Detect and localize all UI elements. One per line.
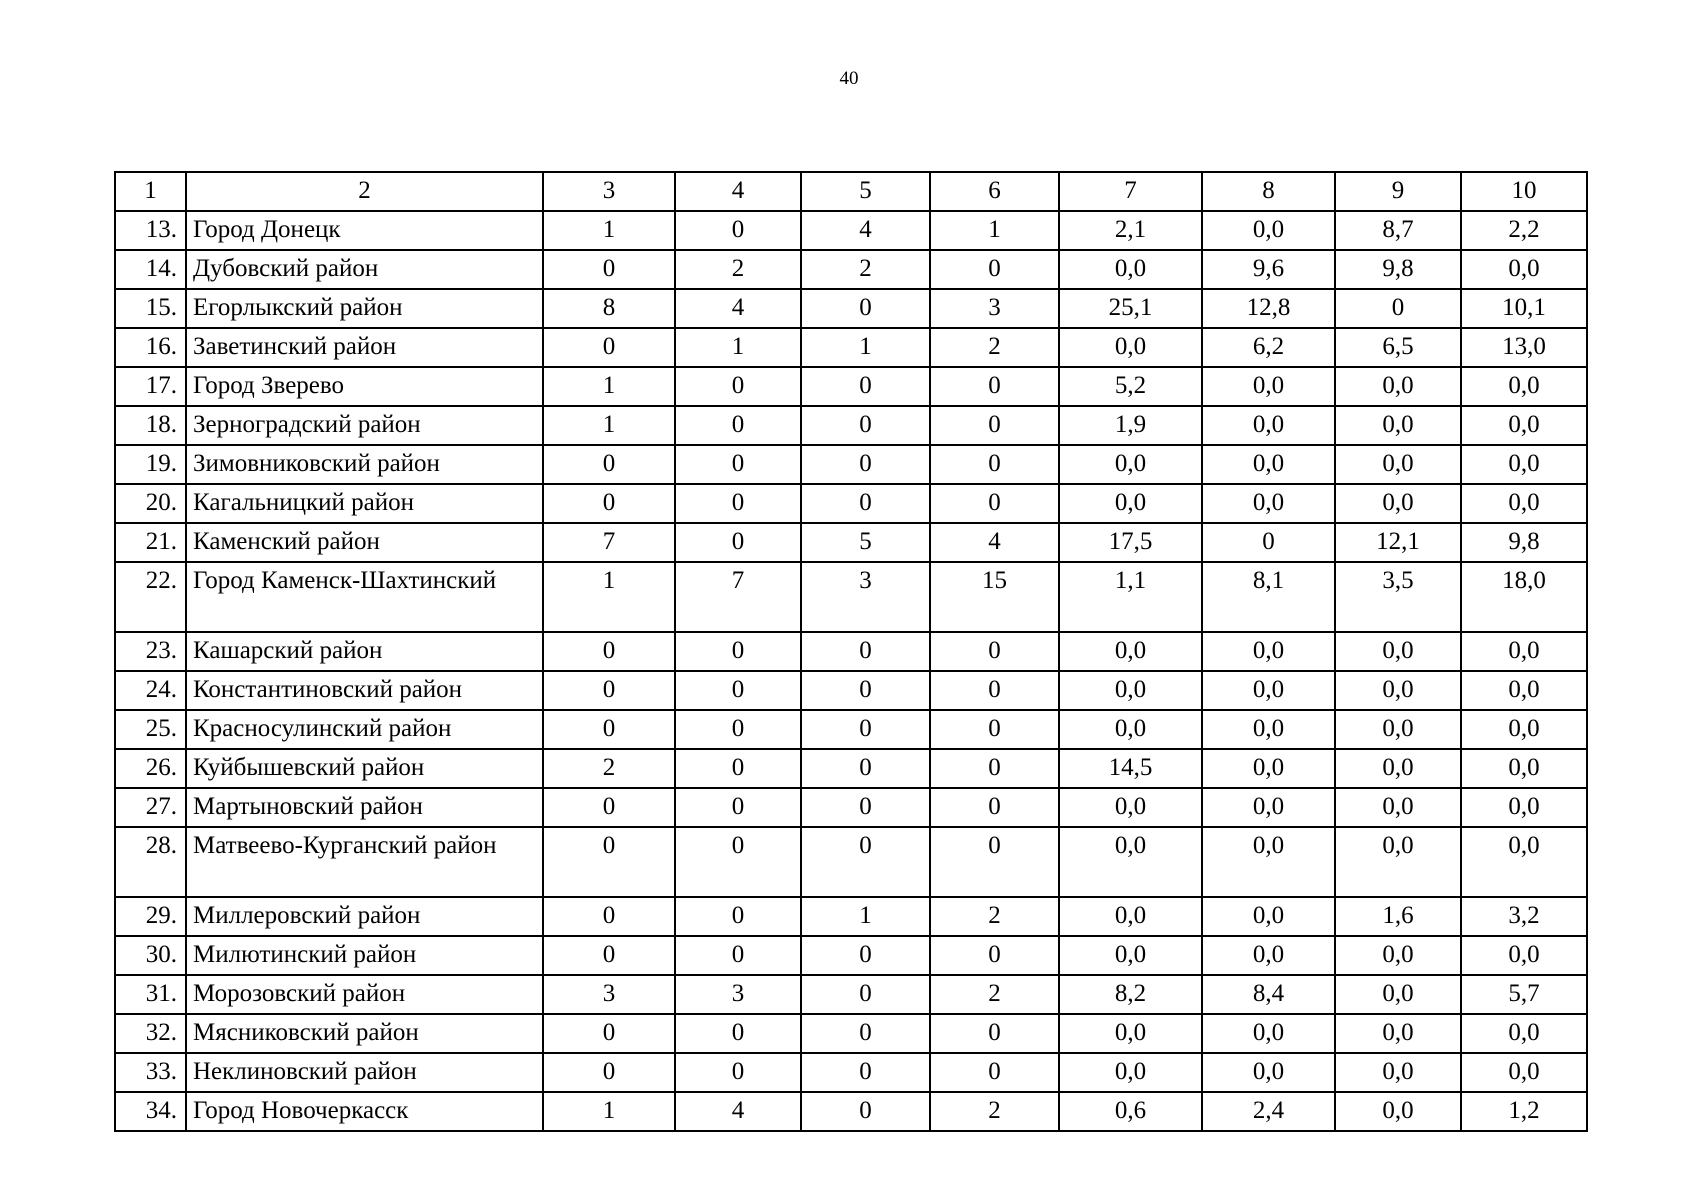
value-cell: 0 [543, 632, 675, 671]
value-cell: 0 [675, 406, 801, 445]
value-cell: 0,0 [1059, 250, 1202, 289]
value-cell: 0 [930, 1053, 1059, 1092]
row-number-cell: 22. [115, 562, 186, 632]
value-cell: 2,1 [1059, 211, 1202, 250]
value-cell: 0 [930, 710, 1059, 749]
district-name-cell: Зимовниковский район [186, 445, 543, 484]
value-cell: 0,0 [1202, 827, 1335, 897]
value-cell: 15 [930, 562, 1059, 632]
value-cell: 0 [801, 445, 930, 484]
table-row [115, 897, 1587, 936]
value-cell: 0,0 [1202, 211, 1335, 250]
value-cell: 3 [930, 289, 1059, 328]
value-cell: 0,0 [1059, 445, 1202, 484]
value-cell: 0,0 [1461, 250, 1587, 289]
district-name-cell: Город Зверево [186, 367, 543, 406]
value-cell: 2 [801, 250, 930, 289]
table-row [115, 1092, 1587, 1131]
row-number-cell: 29. [115, 897, 186, 936]
table-row [115, 632, 1587, 671]
column-number-header: 4 [675, 172, 801, 211]
row-number-cell: 14. [115, 250, 186, 289]
row-number-cell: 24. [115, 671, 186, 710]
district-name-cell: Мясниковский район [186, 1014, 543, 1053]
value-cell: 0,0 [1335, 445, 1461, 484]
value-cell: 0 [675, 1014, 801, 1053]
value-cell: 4 [801, 211, 930, 250]
row-number-cell: 19. [115, 445, 186, 484]
value-cell: 25,1 [1059, 289, 1202, 328]
value-cell: 0 [543, 710, 675, 749]
table-row [115, 975, 1587, 1014]
value-cell: 6,2 [1202, 328, 1335, 367]
value-cell: 0,0 [1202, 445, 1335, 484]
row-number-cell: 15. [115, 289, 186, 328]
row-number-cell: 17. [115, 367, 186, 406]
value-cell: 0,0 [1202, 897, 1335, 936]
value-cell: 0 [930, 367, 1059, 406]
district-name-cell: Заветинский район [186, 328, 543, 367]
value-cell: 4 [675, 1092, 801, 1131]
value-cell: 0,0 [1202, 1053, 1335, 1092]
district-name-cell: Миллеровский район [186, 897, 543, 936]
district-name-cell: Милютинский район [186, 936, 543, 975]
value-cell: 0 [930, 671, 1059, 710]
value-cell: 18,0 [1461, 562, 1587, 632]
value-cell: 0 [675, 484, 801, 523]
row-number-cell: 23. [115, 632, 186, 671]
value-cell: 0,0 [1335, 975, 1461, 1014]
value-cell: 0,0 [1059, 671, 1202, 710]
district-name-cell: Мартыновский район [186, 788, 543, 827]
value-cell: 0,0 [1059, 328, 1202, 367]
row-number-cell: 25. [115, 710, 186, 749]
value-cell: 1,6 [1335, 897, 1461, 936]
value-cell: 0,0 [1059, 632, 1202, 671]
value-cell: 0 [543, 936, 675, 975]
column-number-header: 7 [1059, 172, 1202, 211]
value-cell: 5,7 [1461, 975, 1587, 1014]
value-cell: 0 [930, 445, 1059, 484]
value-cell: 0 [675, 523, 801, 562]
value-cell: 0 [801, 367, 930, 406]
value-cell: 3 [801, 562, 930, 632]
value-cell: 0,0 [1335, 484, 1461, 523]
value-cell: 0,0 [1335, 827, 1461, 897]
row-number-cell: 21. [115, 523, 186, 562]
value-cell: 1 [543, 211, 675, 250]
value-cell: 2 [675, 250, 801, 289]
value-cell: 4 [930, 523, 1059, 562]
value-cell: 0,0 [1059, 897, 1202, 936]
value-cell: 1 [801, 328, 930, 367]
row-number-cell: 26. [115, 749, 186, 788]
value-cell: 0 [675, 367, 801, 406]
table-row [115, 523, 1587, 562]
value-cell: 0,0 [1335, 710, 1461, 749]
value-cell: 3,2 [1461, 897, 1587, 936]
value-cell: 2 [930, 975, 1059, 1014]
value-cell: 1,9 [1059, 406, 1202, 445]
value-cell: 0,0 [1059, 936, 1202, 975]
value-cell: 0,0 [1059, 484, 1202, 523]
value-cell: 0,0 [1335, 632, 1461, 671]
value-cell: 0 [801, 710, 930, 749]
value-cell: 0 [543, 445, 675, 484]
district-name-cell: Красносулинский район [186, 710, 543, 749]
value-cell: 0,0 [1202, 406, 1335, 445]
value-cell: 0,0 [1335, 936, 1461, 975]
row-number-cell: 34. [115, 1092, 186, 1131]
value-cell: 0,0 [1202, 788, 1335, 827]
value-cell: 0 [801, 406, 930, 445]
value-cell: 9,6 [1202, 250, 1335, 289]
table-row [115, 406, 1587, 445]
value-cell: 0,0 [1202, 1014, 1335, 1053]
value-cell: 0 [801, 289, 930, 328]
value-cell: 9,8 [1335, 250, 1461, 289]
district-name-cell: Егорлыкский район [186, 289, 543, 328]
value-cell: 6,5 [1335, 328, 1461, 367]
value-cell: 0,0 [1202, 632, 1335, 671]
value-cell: 2 [543, 749, 675, 788]
value-cell: 0,0 [1335, 1092, 1461, 1131]
column-number-header: 3 [543, 172, 675, 211]
value-cell: 10,1 [1461, 289, 1587, 328]
value-cell: 0,0 [1335, 749, 1461, 788]
value-cell: 7 [675, 562, 801, 632]
district-name-cell: Кагальницкий район [186, 484, 543, 523]
district-name-cell: Дубовский район [186, 250, 543, 289]
district-name-cell: Город Каменск-Шахтинский [186, 562, 543, 632]
value-cell: 0,0 [1461, 445, 1587, 484]
row-number-cell: 16. [115, 328, 186, 367]
value-cell: 0 [543, 328, 675, 367]
value-cell: 1 [543, 1092, 675, 1131]
value-cell: 0 [1202, 523, 1335, 562]
value-cell: 0 [930, 936, 1059, 975]
table-row [115, 367, 1587, 406]
value-cell: 0,0 [1461, 749, 1587, 788]
value-cell: 0,0 [1461, 484, 1587, 523]
row-number-cell: 30. [115, 936, 186, 975]
table-row [115, 211, 1587, 250]
table-row [115, 289, 1587, 328]
column-number-header: 9 [1335, 172, 1461, 211]
value-cell: 1 [543, 562, 675, 632]
value-cell: 0 [543, 484, 675, 523]
table-row [115, 936, 1587, 975]
value-cell: 3,5 [1335, 562, 1461, 632]
value-cell: 0 [801, 632, 930, 671]
value-cell: 5,2 [1059, 367, 1202, 406]
value-cell: 1 [543, 406, 675, 445]
value-cell: 0 [801, 484, 930, 523]
value-cell: 0 [801, 827, 930, 897]
row-number-cell: 20. [115, 484, 186, 523]
district-name-cell: Зерноградский район [186, 406, 543, 445]
value-cell: 8 [543, 289, 675, 328]
district-name-cell: Константиновский район [186, 671, 543, 710]
value-cell: 0,0 [1461, 788, 1587, 827]
table-row [115, 484, 1587, 523]
table-row [115, 1053, 1587, 1092]
value-cell: 1,2 [1461, 1092, 1587, 1131]
table-row [115, 445, 1587, 484]
column-number-header: 8 [1202, 172, 1335, 211]
row-number-cell: 27. [115, 788, 186, 827]
district-name-cell: Неклиновский район [186, 1053, 543, 1092]
value-cell: 0,6 [1059, 1092, 1202, 1131]
value-cell: 0,0 [1335, 406, 1461, 445]
value-cell: 8,1 [1202, 562, 1335, 632]
value-cell: 0,0 [1461, 632, 1587, 671]
value-cell: 0 [930, 484, 1059, 523]
value-cell: 0 [675, 1053, 801, 1092]
table-row [115, 710, 1587, 749]
value-cell: 0,0 [1335, 788, 1461, 827]
value-cell: 0,0 [1059, 827, 1202, 897]
value-cell: 12,8 [1202, 289, 1335, 328]
value-cell: 2 [930, 1092, 1059, 1131]
page-number: 40 [839, 68, 859, 89]
value-cell: 0 [675, 445, 801, 484]
district-name-cell: Город Донецк [186, 211, 543, 250]
value-cell: 8,2 [1059, 975, 1202, 1014]
value-cell: 1,1 [1059, 562, 1202, 632]
value-cell: 0 [675, 671, 801, 710]
table-row [115, 328, 1587, 367]
value-cell: 0,0 [1202, 710, 1335, 749]
district-name-cell: Матвеево-Курганский район [186, 827, 543, 897]
value-cell: 0 [543, 250, 675, 289]
value-cell: 0 [543, 671, 675, 710]
value-cell: 0,0 [1461, 1053, 1587, 1092]
row-number-cell: 13. [115, 211, 186, 250]
value-cell: 0 [801, 788, 930, 827]
data-table [114, 171, 1588, 1132]
value-cell: 0,0 [1335, 367, 1461, 406]
value-cell: 0 [930, 1014, 1059, 1053]
value-cell: 0 [675, 788, 801, 827]
value-cell: 0 [675, 710, 801, 749]
value-cell: 0,0 [1059, 788, 1202, 827]
district-name-cell: Кашарский район [186, 632, 543, 671]
value-cell: 0,0 [1202, 936, 1335, 975]
value-cell: 3 [675, 975, 801, 1014]
value-cell: 0,0 [1461, 406, 1587, 445]
value-cell: 1 [675, 328, 801, 367]
value-cell: 0 [930, 827, 1059, 897]
value-cell: 0,0 [1202, 484, 1335, 523]
value-cell: 0 [675, 936, 801, 975]
value-cell: 2 [930, 328, 1059, 367]
value-cell: 0 [543, 1053, 675, 1092]
value-cell: 8,4 [1202, 975, 1335, 1014]
value-cell: 0 [1335, 289, 1461, 328]
table-header-row [115, 172, 1587, 211]
value-cell: 0,0 [1059, 1014, 1202, 1053]
table-row [115, 562, 1587, 632]
value-cell: 1 [543, 367, 675, 406]
column-number-header: 5 [801, 172, 930, 211]
value-cell: 4 [675, 289, 801, 328]
value-cell: 0,0 [1335, 1053, 1461, 1092]
value-cell: 17,5 [1059, 523, 1202, 562]
table-row [115, 788, 1587, 827]
district-name-cell: Город Новочеркасск [186, 1092, 543, 1131]
table-body [115, 172, 1587, 1131]
value-cell: 13,0 [1461, 328, 1587, 367]
row-number-cell: 28. [115, 827, 186, 897]
row-number-cell: 18. [115, 406, 186, 445]
value-cell: 2,2 [1461, 211, 1587, 250]
table-row [115, 749, 1587, 788]
column-number-header: 6 [930, 172, 1059, 211]
table-row [115, 827, 1587, 897]
value-cell: 0,0 [1202, 367, 1335, 406]
value-cell: 0,0 [1461, 710, 1587, 749]
value-cell: 0,0 [1461, 827, 1587, 897]
value-cell: 3 [543, 975, 675, 1014]
value-cell: 0 [543, 897, 675, 936]
value-cell: 0 [930, 632, 1059, 671]
value-cell: 0 [801, 1014, 930, 1053]
value-cell: 8,7 [1335, 211, 1461, 250]
value-cell: 0 [930, 250, 1059, 289]
value-cell: 0 [801, 936, 930, 975]
value-cell: 0,0 [1461, 367, 1587, 406]
value-cell: 0,0 [1202, 671, 1335, 710]
value-cell: 0 [675, 632, 801, 671]
value-cell: 9,8 [1461, 523, 1587, 562]
value-cell: 0 [543, 827, 675, 897]
value-cell: 0,0 [1335, 1014, 1461, 1053]
district-name-cell: Каменский район [186, 523, 543, 562]
value-cell: 0 [801, 975, 930, 1014]
value-cell: 0,0 [1059, 1053, 1202, 1092]
value-cell: 14,5 [1059, 749, 1202, 788]
value-cell: 0 [543, 788, 675, 827]
district-name-cell: Куйбышевский район [186, 749, 543, 788]
value-cell: 7 [543, 523, 675, 562]
value-cell: 0 [675, 827, 801, 897]
value-cell: 1 [930, 211, 1059, 250]
value-cell: 5 [801, 523, 930, 562]
value-cell: 0 [675, 211, 801, 250]
row-number-cell: 33. [115, 1053, 186, 1092]
value-cell: 0,0 [1461, 1014, 1587, 1053]
table-row [115, 1014, 1587, 1053]
table-row [115, 250, 1587, 289]
value-cell: 0,0 [1202, 749, 1335, 788]
value-cell: 0 [543, 1014, 675, 1053]
row-number-cell: 32. [115, 1014, 186, 1053]
value-cell: 0 [801, 1053, 930, 1092]
column-number-header: 2 [186, 172, 543, 211]
row-number-cell: 31. [115, 975, 186, 1014]
district-name-cell: Морозовский район [186, 975, 543, 1014]
value-cell: 12,1 [1335, 523, 1461, 562]
value-cell: 2,4 [1202, 1092, 1335, 1131]
value-cell: 0 [801, 1092, 930, 1131]
value-cell: 0,0 [1059, 710, 1202, 749]
value-cell: 0 [675, 897, 801, 936]
column-number-header: 1 [115, 172, 186, 211]
value-cell: 0 [801, 671, 930, 710]
value-cell: 0,0 [1461, 936, 1587, 975]
table-row [115, 671, 1587, 710]
column-number-header: 10 [1461, 172, 1587, 211]
value-cell: 0 [930, 406, 1059, 445]
value-cell: 2 [930, 897, 1059, 936]
value-cell: 0,0 [1335, 671, 1461, 710]
value-cell: 0 [930, 788, 1059, 827]
value-cell: 0 [675, 749, 801, 788]
value-cell: 0,0 [1461, 671, 1587, 710]
value-cell: 1 [801, 897, 930, 936]
value-cell: 0 [930, 749, 1059, 788]
value-cell: 0 [801, 749, 930, 788]
